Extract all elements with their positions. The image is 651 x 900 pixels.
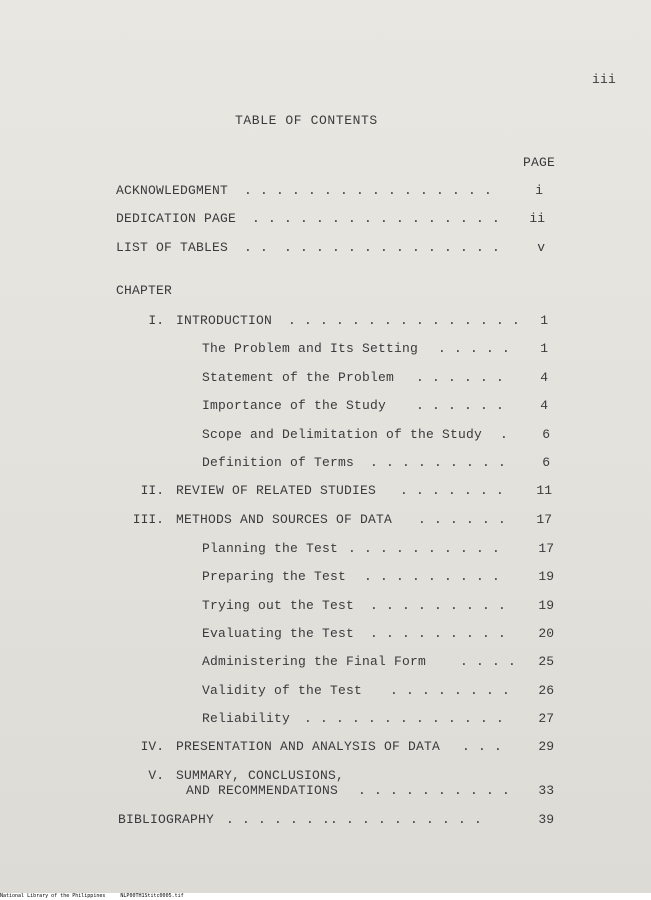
chapter-roman: II. [140, 483, 164, 498]
toc-entry-page: 20 [538, 626, 554, 641]
section-label: Evaluating the Test [202, 626, 355, 641]
dot-leader: . . . . . . . . . [348, 569, 501, 584]
dot-leader: . . . . . . . . . . . . . . . [280, 313, 521, 328]
toc-entry-page: 11 [536, 483, 552, 498]
dot-leader: . . . . . . . . . [362, 626, 507, 641]
chapter-label-line2: AND RECOMMENDATIONS [186, 783, 339, 798]
chapter-roman: V. [148, 768, 164, 783]
toc-entry-label: BIBLIOGRAPHY [118, 812, 215, 827]
section-label: Statement of the Problem [202, 370, 395, 385]
toc-entry-page: 1 [540, 341, 548, 356]
chapter-roman: IV. [140, 739, 164, 754]
toc-entry-page: 29 [538, 739, 554, 754]
toc-entry-page: 6 [542, 455, 550, 470]
section-label: Scope and Delimitation of the Study [202, 427, 483, 442]
chapter-label: REVIEW OF RELATED STUDIES [176, 483, 377, 498]
section-label: Validity of the Test [202, 683, 363, 698]
scan-footer-caption: National Library of the Philippines NLP00TH1Stitc0005.tif [0, 893, 651, 900]
section-label: The Problem and Its Setting [202, 341, 419, 356]
toc-entry-label: LIST OF TABLES [116, 240, 229, 255]
dot-leader: . . . . . . . [384, 483, 505, 498]
toc-entry-page: ii [529, 211, 545, 226]
toc-entry-page: 6 [542, 427, 550, 442]
chapter-roman: I. [148, 313, 164, 328]
toc-entry-page: 27 [538, 711, 554, 726]
dot-leader: . . . [446, 739, 503, 754]
section-label: Definition of Terms [202, 455, 355, 470]
toc-entry-page: 39 [538, 812, 554, 827]
toc-entry-page: 4 [540, 398, 548, 413]
toc-entry-page: 17 [536, 512, 552, 527]
section-label: Reliability [202, 711, 291, 726]
toc-entry-page: i [535, 183, 543, 198]
dot-leader: . . . . . . . . . [362, 598, 507, 613]
dot-leader: . . . . . . . . . . . . . . . . [244, 211, 501, 226]
dot-leader: . . . . . . . . . [362, 455, 507, 470]
section-label: Planning the Test [202, 541, 339, 556]
dot-leader: . . . . . . .. . . . . . . . . . [218, 812, 483, 827]
chapter-label: INTRODUCTION [176, 313, 273, 328]
dot-leader: . . . . . . . . . . [350, 783, 511, 798]
chapter-label: PRESENTATION AND ANALYSIS OF DATA [176, 739, 441, 754]
toc-entry-page: 25 [538, 654, 554, 669]
page-number: iii [592, 72, 617, 87]
dot-leader: . . . . . . . . . . . . . . . . [236, 183, 493, 198]
dot-leader: . . . . . . . . . . [340, 541, 501, 556]
toc-entry-label: DEDICATION PAGE [116, 211, 237, 226]
dot-leader: . . . . . . . . [374, 683, 511, 698]
section-label: Preparing the Test [202, 569, 347, 584]
section-label: Importance of the Study [202, 398, 387, 413]
dot-leader: . [492, 427, 509, 442]
toc-entry-page: 33 [538, 783, 554, 798]
toc-entry-page: 26 [538, 683, 554, 698]
dot-leader: . . . . . . . . . . . . . [296, 711, 505, 726]
chapter-heading: CHAPTER [116, 283, 173, 298]
chapter-roman: III. [132, 512, 164, 527]
dot-leader: . . . . . . [400, 398, 505, 413]
dot-leader: . . . . . . [402, 512, 507, 527]
toc-entry-page: 19 [538, 598, 554, 613]
dot-leader: . . . . . . [400, 370, 505, 385]
page-column-header: PAGE [523, 155, 556, 170]
chapter-label: METHODS AND SOURCES OF DATA [176, 512, 393, 527]
toc-entry-label: ACKNOWLEDGMENT [116, 183, 229, 198]
chapter-label-line1: SUMMARY, CONCLUSIONS, [176, 768, 345, 783]
toc-entry-page: 17 [538, 541, 554, 556]
toc-entry-page: v [537, 240, 545, 255]
toc-entry-page: 1 [540, 313, 548, 328]
dot-leader: . . . . . [430, 341, 511, 356]
toc-entry-page: 4 [540, 370, 548, 385]
dot-leader: . . . . [444, 654, 517, 669]
section-label: Administering the Final Form [202, 654, 427, 669]
page-title: TABLE OF CONTENTS [235, 113, 378, 128]
section-label: Trying out the Test [202, 598, 355, 613]
dot-leader: . . . . . . . . . . . . . . . . [236, 240, 501, 255]
toc-entry-page: 19 [538, 569, 554, 584]
